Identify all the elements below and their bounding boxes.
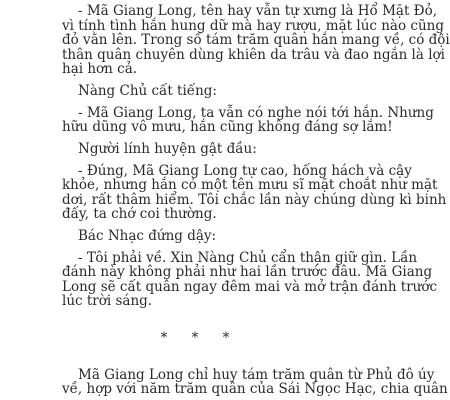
text-line: thân quân chuyên dùng khiên da trâu và đao ngắn là lợi (62, 46, 445, 63)
text-line: Người lính huyện gật đầu: (78, 140, 257, 157)
text-line: - Mã Giang Long, tên hay vẫn tự xưng là Hổ Mặt Đỏ, (78, 3, 437, 19)
text-line: Bác Nhạc đứng dậy: (78, 227, 217, 244)
text-line: dơi, rất thâm hiểm. Tôi chắc lần này chúng dùng kì binh (62, 191, 447, 208)
text-line: hại hơn cả. (62, 61, 138, 77)
text-line: đấy, ta chớ coi thường. (62, 206, 217, 223)
text-line: - Mã Giang Long, ta vẫn có nghe nói tới hắn. Nhưng (78, 104, 434, 121)
text-line: về, hợp với năm trăm quân của Sái Ngọc Hạc, chia quân (62, 381, 448, 397)
text-line: khỏe, nhưng hắn có một tên mưu sĩ mặt choắt như mặt (62, 177, 438, 194)
text-line: đỏ vằn lên. Trong số tám trăm quân hắn mang về, có đội (62, 32, 450, 48)
text-line: Mã Giang Long chỉ huy tám trăm quân từ Phủ đô úy (78, 366, 435, 383)
text-line: Long sẽ cất quân ngay đêm mai và mở trận đánh trước (62, 278, 438, 295)
text-line: - Tôi phải về. Xin Nàng Chủ cẩn thận giữ gìn. Lần (78, 249, 418, 266)
section-separator: * * * (160, 330, 240, 347)
text-line: vì tính tình hắn hung dữ mà hay rượu, mặt lúc nào cũng (62, 17, 444, 34)
text-line: đánh này không phải như hai lần trước đâu. Mã Giang (62, 264, 433, 281)
text-line: Nàng Chủ cất tiếng: (78, 82, 217, 99)
text-line: lúc trời sáng. (62, 293, 153, 310)
text-line: hữu dũng vô mưu, hắn cũng không đáng sợ lắm! (62, 119, 393, 136)
text-line: - Đúng, Mã Giang Long tự cao, hống hách và cậy (78, 162, 412, 179)
